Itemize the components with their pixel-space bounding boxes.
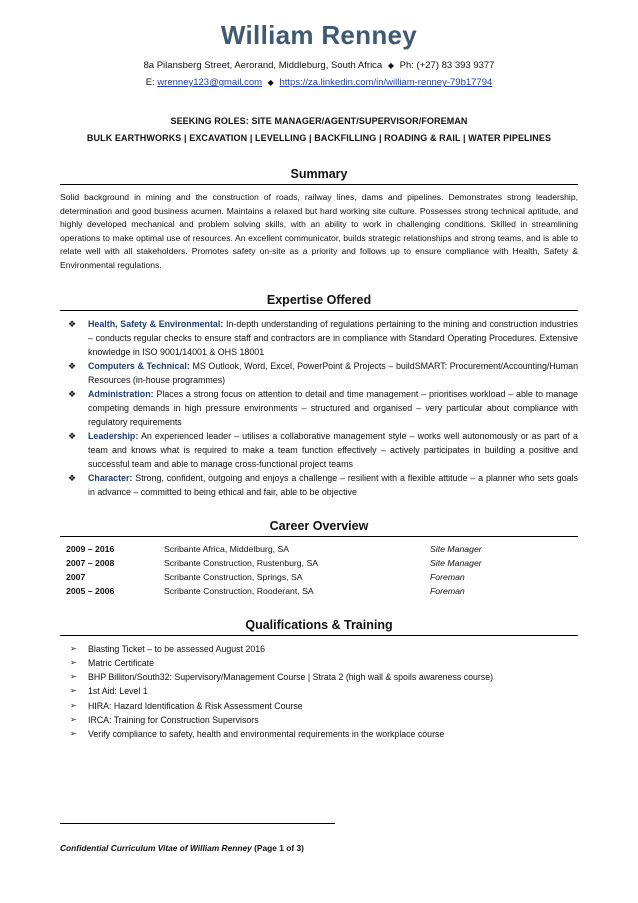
- list-item: [64, 713, 578, 727]
- list-item: [64, 727, 578, 741]
- qualifications-list: [60, 642, 578, 742]
- expertise-text: Strong, confident, outgoing and enjoys a challenge – resilient with a flexible attitude – a planner who sets goals in advance – committed to being ethical and fair, able to be objective: [88, 472, 578, 497]
- career-period: 2009 – 2016: [66, 543, 115, 554]
- footer-divider: [60, 823, 335, 824]
- expertise-list: [60, 317, 578, 499]
- roles-line-1: SEEKING ROLES: SITE MANAGER/AGENT/SUPERVISOR/FOREMAN: [170, 116, 468, 126]
- career-table: [60, 542, 578, 598]
- list-item: [64, 684, 578, 698]
- table-row: [60, 584, 578, 598]
- list-item: [64, 471, 578, 499]
- qualifications-section: [60, 618, 578, 742]
- address-line: [0, 57, 638, 74]
- online-contact-line: [0, 74, 638, 91]
- career-company: Scribante Construction, Rooderant, SA: [164, 585, 314, 596]
- qualifications-heading: Qualifications & Training: [60, 618, 578, 636]
- career-period: 2007 – 2008: [66, 557, 115, 568]
- diamond-bullet-icon: ❖: [68, 360, 77, 371]
- arrow-bullet-icon: ➢: [70, 672, 77, 682]
- summary-text: Solid background in mining and the construction of roads, railway lines, dams and pipelines. Demonstrates strong leadership, determination and good business acumen. Maintains a relaxed but hard working site culture. Possesses strong technical aptitude, and highly developed mechanical and problem solving skills, with an ability to work in challenging conditions. Skilled in streamlining operations to make optimal use of resources. An excellent communicator, builds strategic relationships and strong teams, and is able to relate well with all stakeholders. Promotes safety on-site as a priority and follows up to ensure compliance with Health, Safety & Environmental regulations.: [60, 192, 578, 270]
- summary-heading: Summary: [60, 167, 578, 185]
- email-link[interactable]: wrenney123@gmail.com: [157, 77, 263, 88]
- expertise-label: Character:: [88, 472, 133, 483]
- qualification-text: Matric Certificate: [88, 657, 154, 668]
- list-item: [64, 670, 578, 684]
- list-item: [64, 699, 578, 713]
- career-role: Foreman: [430, 585, 465, 596]
- roles-line-2: BULK EARTHWORKS | EXCAVATION | LEVELLING | BACKFILLING | ROADING & RAIL | WATER PIPELINES: [86, 133, 552, 143]
- qualification-text: HIRA: Hazard Identification & Risk Assessment Course: [88, 700, 303, 711]
- expertise-label: Administration:: [88, 388, 154, 399]
- arrow-bullet-icon: ➢: [70, 729, 77, 739]
- career-period: 2007: [66, 571, 86, 582]
- list-item: [64, 387, 578, 429]
- career-role: Site Manager: [430, 543, 482, 554]
- candidate-name: William Renney: [220, 20, 418, 50]
- expertise-text: An experienced leader – utilises a collaborative management style – works well autonomously or as part of a team and knows what is required to make a team function effectively – actively participates in building a positive and successful team and able to manage cross-functional project teams: [88, 430, 578, 469]
- career-role: Foreman: [430, 571, 465, 582]
- career-company: Scribante Construction, Rustenburg, SA: [164, 557, 319, 568]
- expertise-label: Health, Safety & Environmental:: [88, 318, 224, 329]
- diamond-bullet-icon: ❖: [68, 430, 77, 441]
- email-label: E:: [145, 77, 155, 88]
- footer-text: Confidential Curriculum Vitae of William Renney: [60, 843, 252, 853]
- qualification-text: IRCA: Training for Construction Supervisors: [88, 715, 259, 726]
- arrow-bullet-icon: ➢: [70, 700, 77, 710]
- expertise-label: Computers & Technical:: [88, 360, 190, 371]
- list-item: [64, 317, 578, 359]
- seeking-roles: [0, 113, 638, 147]
- expertise-section: [60, 293, 578, 499]
- list-item: [64, 429, 578, 471]
- table-row: [60, 570, 578, 584]
- expertise-label: Leadership:: [88, 430, 139, 441]
- expertise-heading: Expertise Offered: [60, 293, 578, 311]
- arrow-bullet-icon: ➢: [70, 715, 77, 725]
- table-row: [60, 542, 578, 556]
- diamond-bullet-icon: ❖: [68, 472, 77, 483]
- address: 8a Pilansberg Street, Aerorand, Middleburg, South Africa: [143, 60, 383, 71]
- diamond-bullet-icon: ❖: [68, 318, 77, 329]
- phone: Ph: (+27) 83 393 9377: [399, 60, 495, 71]
- arrow-bullet-icon: ➢: [70, 657, 77, 667]
- career-section: [60, 519, 578, 598]
- expertise-text: In-depth understanding of regulations pertaining to the mining and construction industries – conducts regular checks to ensure staff and contractors are in compliance with Standard Operating Procedures. Extensive knowledge in ISO 9001/14001 & OHS 18001: [88, 318, 578, 357]
- separator-diamond-icon: ◆: [267, 78, 274, 87]
- page-number: (Page 1 of 3): [254, 843, 304, 853]
- list-item: [64, 656, 578, 670]
- list-item: [64, 359, 578, 387]
- career-period: 2005 – 2006: [66, 585, 115, 596]
- qualification-text: 1st Aid: Level 1: [88, 686, 148, 697]
- qualification-text: BHP Billiton/South32: Supervisory/Management Course | Strata 2 (high wall & spoils awareness course): [88, 672, 494, 683]
- arrow-bullet-icon: ➢: [70, 686, 77, 696]
- expertise-text: MS Outlook, Word, Excel, PowerPoint & Projects – buildSMART: Procurement/Accounting/Human Resources (in-house programmes): [88, 360, 579, 385]
- qualification-text: Verify compliance to safety, health and environmental requirements in the workplace course: [88, 729, 445, 740]
- career-company: Scribante Africa, Middelburg, SA: [164, 543, 290, 554]
- page-footer: [60, 843, 304, 853]
- contact-block: [0, 57, 638, 91]
- summary-section: [60, 167, 578, 273]
- separator-diamond-icon: ◆: [387, 61, 395, 70]
- expertise-text: Places a strong focus on attention to detail and time management – prioritises workload – able to manage competing demands in high pressure environments – structured and organised – very particular about compliance with regulatory requirements: [88, 388, 578, 427]
- list-item: [64, 642, 578, 656]
- career-company: Scribante Construction, Springs, SA: [164, 571, 303, 582]
- table-row: [60, 556, 578, 570]
- career-role: Site Manager: [430, 557, 482, 568]
- qualification-text: Blasting Ticket – to be assessed August 2016: [88, 643, 266, 654]
- career-heading: Career Overview: [60, 519, 578, 537]
- linkedin-link[interactable]: https://za.linkedin.com/in/william-renney-79b17794: [279, 77, 493, 88]
- diamond-bullet-icon: ❖: [68, 388, 77, 399]
- arrow-bullet-icon: ➢: [70, 643, 77, 653]
